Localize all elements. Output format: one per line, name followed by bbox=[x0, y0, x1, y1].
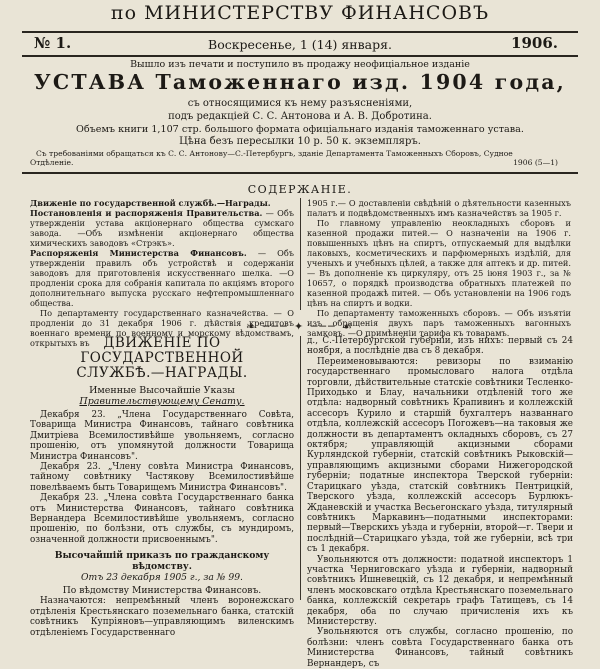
article-heading-2: СЛУЖБѢ.—НАГРАДЫ. bbox=[76, 365, 248, 381]
advert-line-3: подъ редакціей С. С. Антонова и А. В. Добротина. bbox=[168, 111, 432, 122]
contents-right-item-1: 1905 г.— О доставленіи свѣдѣній о дѣятельности казенныхъ палатъ и подвѣдомственныхъ имъ казначействъ за 1905 г. bbox=[307, 198, 571, 218]
issue-number: № 1. bbox=[34, 34, 72, 52]
contents-right-item-2: По главному управленію неокладныхъ сборовъ и казенной продажи питей.— О назначеніи на 1906 г. повышенныхъ цѣнъ на спиртъ, отпускаемый для выдѣлки лаковыхъ, косметическихъ и парфюмерныхъ издѣлій, для ученыхъ и учебныхъ цѣлей, а также для аптекъ и др. питей. — Въ дополненіе къ циркуляру, отъ 25 іюня 1903 г., за № 10657, о порядкѣ производства обратныхъ платежей по казенной продажѣ питей. — Объ установленіи на 1906 годъ цѣнъ на спиртъ и водки. bbox=[307, 218, 571, 308]
article-subheading-1: Именные Высочайшіе Указы bbox=[89, 385, 235, 396]
right-para-4: Увольняются отъ службы, согласно прошенію, по болѣзни: членъ совѣта Государственнаго банка отъ Министерства Финансовъ, тайный совѣтникъ Вернандеръ, съ bbox=[307, 627, 573, 669]
contents-right bbox=[307, 198, 571, 338]
right-para-1: д., С.-Петербургской губерніи, изъ нихъ: первый съ 24 ноября, а послѣдніе два съ 8 декабря. bbox=[307, 336, 573, 357]
advert-rule bbox=[22, 172, 578, 174]
advert-line-4: Объемъ книги 1,107 стр. большого формата офиціальнаго изданія таможеннаго устава. bbox=[76, 124, 524, 135]
order-department: По вѣдомству Министерства Финансовъ. bbox=[62, 585, 262, 597]
advert-line-5: Цѣна безъ пересылки 10 р. 50 к. экземпляръ. bbox=[179, 136, 421, 147]
order-title: Высочайшій приказъ по гражданскому вѣдомству. bbox=[54, 550, 270, 573]
advert-line-2: съ относящимися къ нему разъясненіями, bbox=[187, 98, 413, 109]
masthead-title: по МИНИСТЕРСТВУ ФИНАНСОВЪ bbox=[110, 2, 490, 24]
contents-left-item-4: По департаменту государственнаго казначейства. — О продленіи до 31 декабря 1906 г. дѣйствія кредитовъ военнаго времени по военному и морскому вѣдомствамъ, открытыхъ въ bbox=[30, 308, 294, 348]
masthead-rule bbox=[22, 31, 578, 33]
article-heading-1: ДВИЖЕНІЕ ПО ГОСУДАРСТВЕННОЙ bbox=[80, 335, 244, 366]
contents-title: СОДЕРЖАНІЕ. bbox=[247, 183, 353, 196]
issue-row bbox=[28, 36, 572, 56]
contents-left-item-1: Движеніе по государственной службѣ.—Награды. bbox=[30, 198, 271, 208]
order-date: Отъ 23 декабря 1905 г., за № 99. bbox=[81, 572, 243, 584]
article-para-4: Назначаются: непремѣнный членъ воронежскаго отдѣленія Крестьянскаго поземельнаго банка, статскій совѣтникъ Купріяновъ—управляющимъ виленскимъ отдѣленіемъ Государственнаго bbox=[30, 596, 294, 638]
advert-line-7b: 1906 (5—1) bbox=[513, 158, 558, 167]
contents-left-item-3: Распоряженія Министерства Финансовъ. — Объ утвержденіи правилъ объ устройствѣ и содержаніи заводовъ для приготовленія искусственнаго шелка. —О продленіи срока для собранія капитала по акціямъ второго дополнительнаго выпуска русскаго нефтепромышленнаго общества. bbox=[30, 248, 294, 308]
right-para-3: Увольняются отъ должности: податной инспекторъ 1 участка Черниговскаго уѣзда и губерніи, надворный совѣтникъ Ишневецкій, съ 12 декабря, и непремѣнный членъ московскаго отдѣла Крестьянскаго поземельнаго банка, коллежскій секретарь графъ Татищевъ, съ 14 декабря, оба по случаю причисленія ихъ къ Министерству. bbox=[307, 554, 573, 627]
contents-left-item-2: Постановленія и распоряженія Правительства. — Объ утвержденіи устава акціонернаго общества сумскаго завода. —Объ измѣненіи акціонернаго общества химическихъ заводовъ «Стрэкъ». bbox=[30, 208, 294, 248]
contents-right-item-3: По департаменту таможенныхъ сборовъ. — Объ изъятіи изъ обращенія двухъ паръ таможенныхъ вагонныхъ замковъ. —О примѣненіи тарифа къ товарамъ. bbox=[307, 308, 571, 338]
issue-rule bbox=[22, 55, 578, 57]
article-left bbox=[30, 336, 294, 638]
article-divider bbox=[300, 336, 301, 600]
article-para-1: Декабря 23. „Члена Государственнаго Совѣта, Товарища Министра Финансовъ, тайнаго совѣтника Дмитріева Всемилостивѣйше увольняемъ, согласно прошенію, отъ упомянутой должности Товарища Министра Финансовъ". bbox=[30, 410, 294, 462]
advert-line-6: Съ требованіями обращаться къ С. С. Антонову—С.-Петербургъ, зданіе Департамента Таможенныхъ Сборовъ, Судное bbox=[36, 149, 513, 158]
contents-divider bbox=[300, 198, 301, 310]
article-para-2: Декабря 23. „Члену совѣта Министра Финансовъ, тайному совѣтнику Частякову Всемилостивѣйше повелѣваемъ быть Товарищемъ Министра Финансовъ". bbox=[30, 462, 294, 493]
issue-date: Воскресенье, 1 (14) января. bbox=[208, 37, 392, 52]
section-ornament: ❧ ─── ✦ ─── ☙ bbox=[245, 320, 355, 333]
article-right bbox=[307, 336, 573, 669]
advert-title: УСТАВА Таможеннаго изд. 1904 года, bbox=[33, 70, 567, 94]
advert-line-1: Вышло изъ печати и поступило въ продажу неофиціальное изданіе bbox=[130, 59, 470, 70]
issue-year: 1906. bbox=[511, 34, 558, 52]
right-para-2: Переименовываются: ревизоры по взиманію государственнаго промысловаго налога отдѣла торговли, дѣйствительные статскіе совѣтники Тесленко-Приходько и Блау, начальники отдѣленій того же отдѣла: надворный совѣтникъ Крапивинъ и коллежскій ассесоръ Курило и старшій бухгалтеръ названнаго отдѣла, коллежскій ассесоръ Погожевъ—на таковыя же должности въ департаментъ окладныхъ сборовъ, съ 27 октября; управляющій акцизными сборами Курляндской губерніи, статскій совѣтникъ Рыковскій—управляющимъ акцизными сборами Нижегородской губерніи; податные инспектора Тверской губерніи: Старицкаго уѣзда, статскій совѣтникъ Пентрицкій, Тверского уѣзда, коллежскій ассесоръ Бурлюкъ-Жданевскій и участка Весьегонскаго уѣзда, титулярный совѣтникъ Маркавинъ—податными инспекторами: первый—Тверскихъ уѣзда и губерніи, второй—г. Твери и послѣдній—Старицкаго уѣзда, той же губерніи, всѣ три съ 1 декабря. bbox=[307, 356, 573, 555]
article-subheading-2: Правительствующему Сенату. bbox=[79, 396, 245, 407]
article-para-3: Декабря 23. „Члена совѣта Государственнаго банка отъ Министерства Финансовъ, тайнаго совѣтника Вернандера Всемилостивѣйше увольняемъ, согласно прошенію, по болѣзни, отъ службы, съ мундиромъ, означенной должности присвоеннымъ". bbox=[30, 493, 294, 545]
advert-line-7a: Отдѣленіе. bbox=[30, 158, 74, 167]
